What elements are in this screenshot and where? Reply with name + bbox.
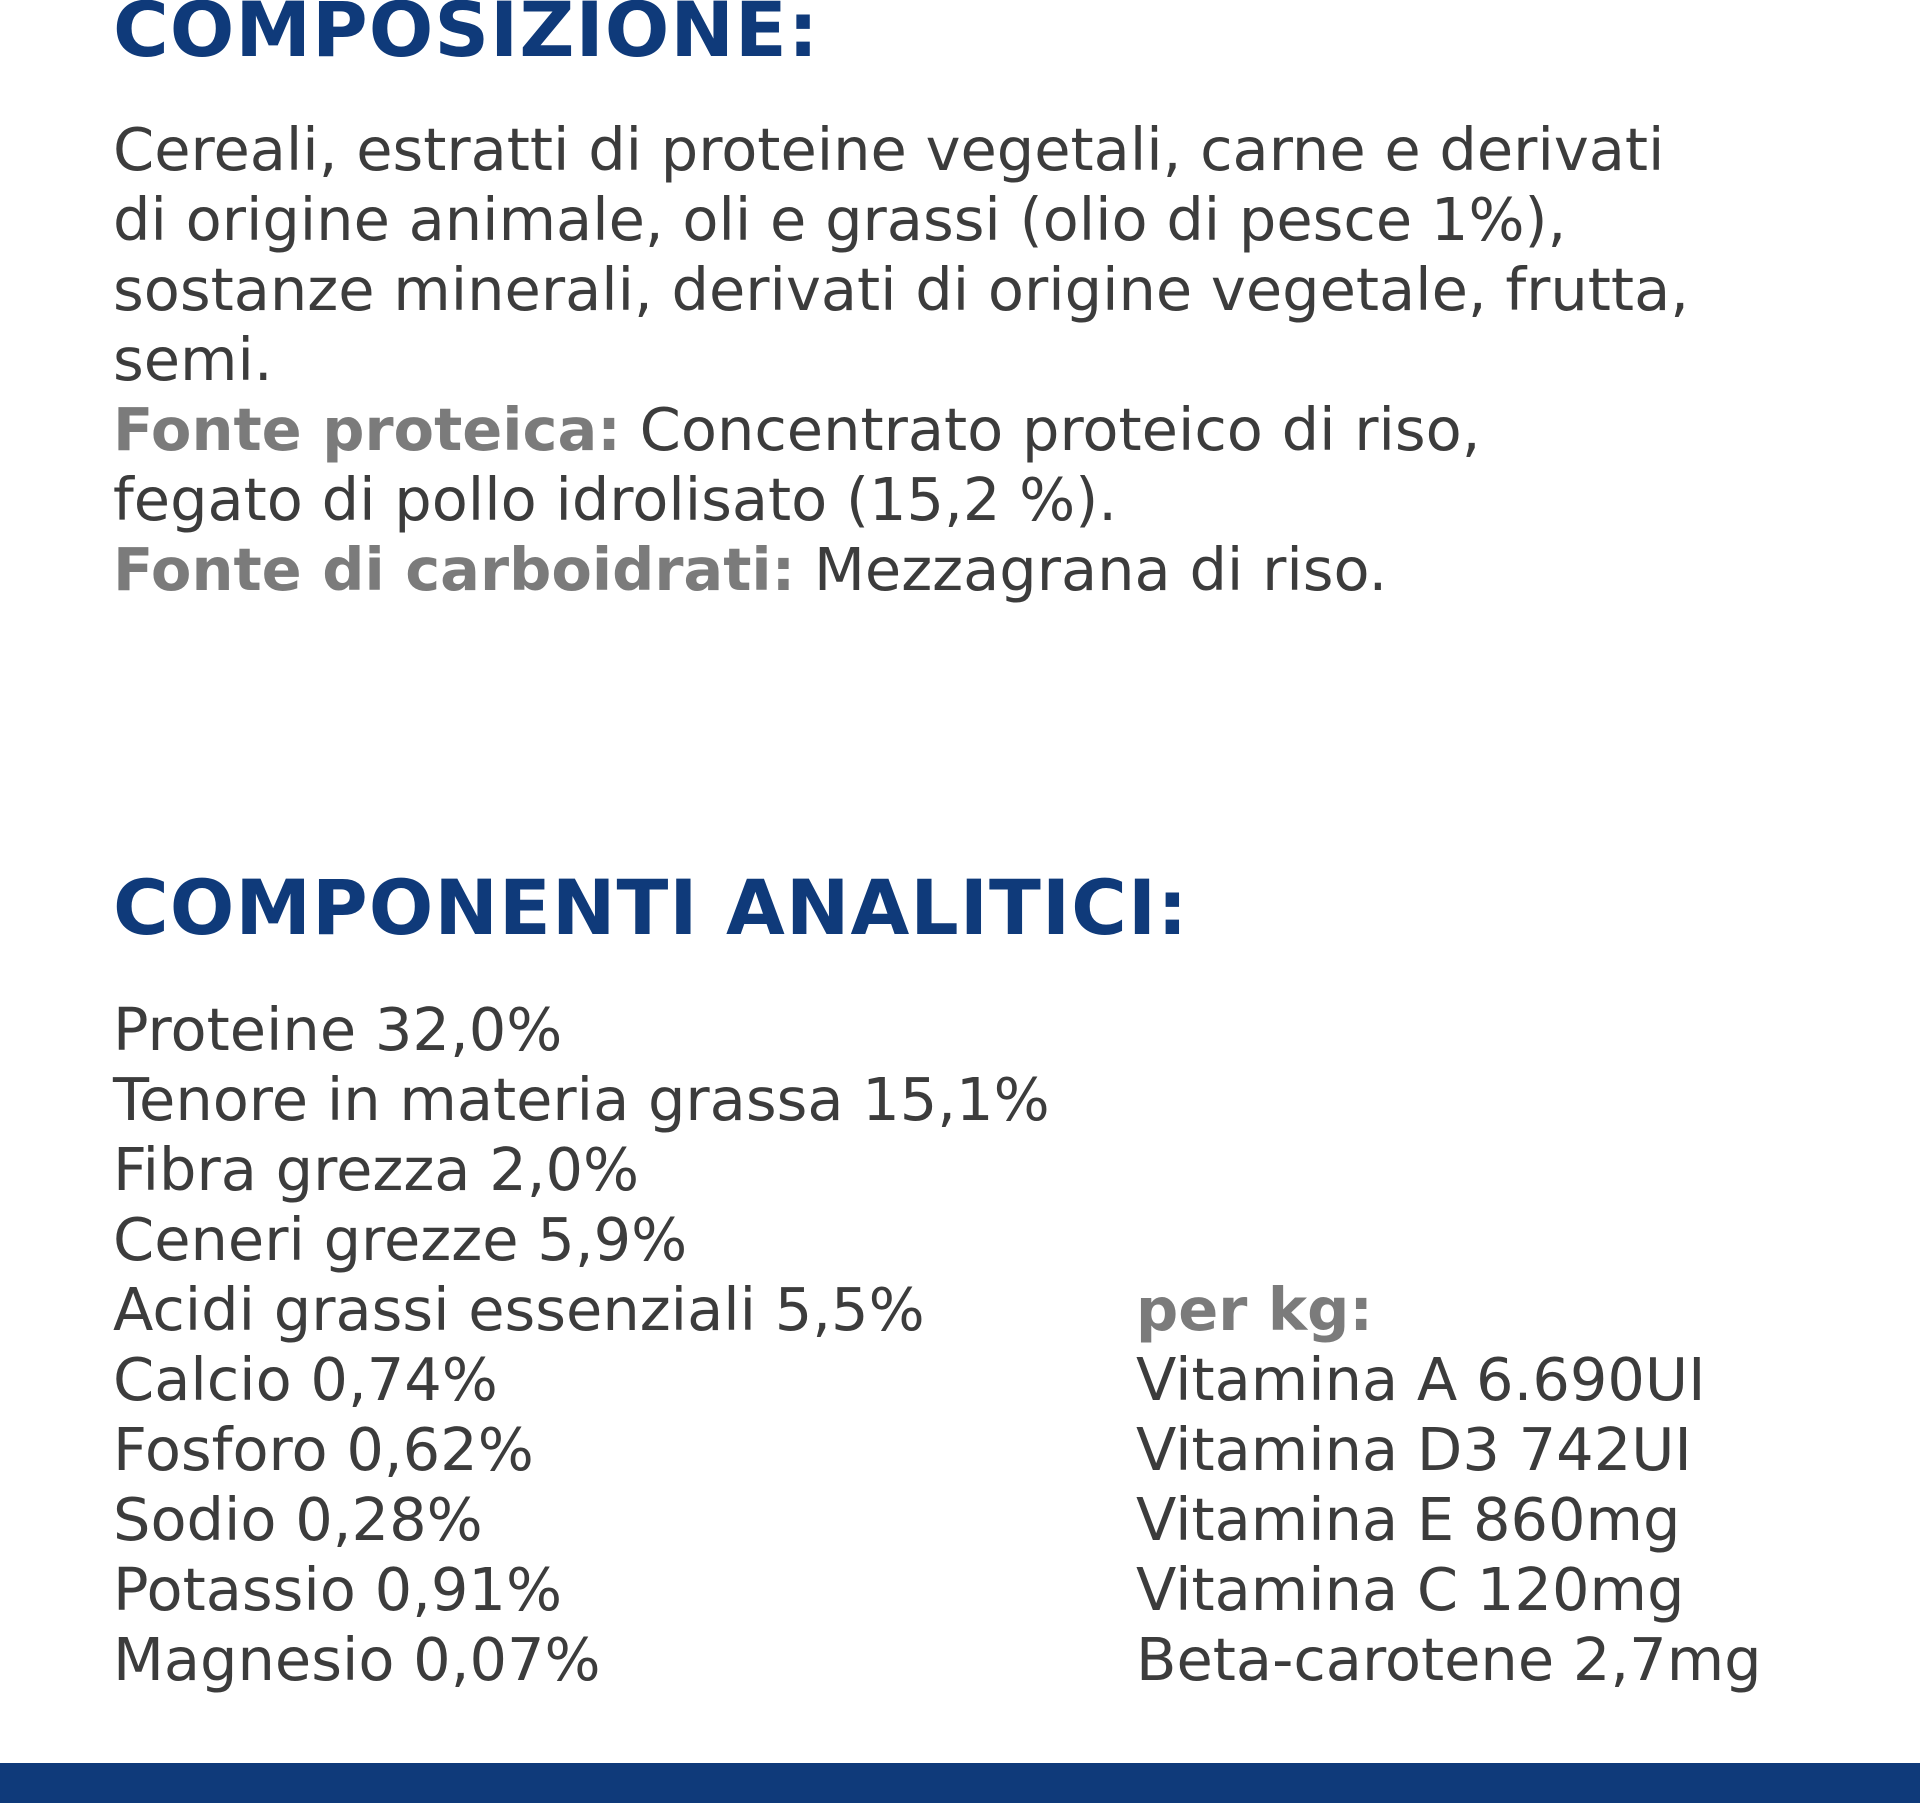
analytic-item: Fibra grezza 2,0% [113,1135,640,1204]
analytic-item: Proteine 32,0% [113,995,563,1064]
carb-source-text: Mezzagrana di riso. [795,535,1388,604]
analytic-item: Fosforo 0,62% [113,1415,534,1484]
analytic-item: Acidi grassi essenziali 5,5% [113,1275,925,1344]
per-kg-label: per kg: [1136,1275,1373,1344]
analytic-item: Calcio 0,74% [113,1345,498,1414]
analytic-item: Sodio 0,28% [113,1485,483,1554]
vitamin-item: Vitamina E 860mg [1136,1485,1681,1554]
protein-source-label: Fonte proteica: [113,395,621,464]
analytic-item: Potassio 0,91% [113,1555,563,1624]
composition-line: semi. [113,325,273,394]
vitamin-item: Beta-carotene 2,7mg [1136,1625,1762,1694]
composition-line: Cereali, estratti di proteine vegetali, carne e derivati [113,115,1665,184]
composition-text [113,115,1903,605]
protein-source-line [113,395,1903,465]
analytic-item: Magnesio 0,07% [113,1625,601,1694]
carb-source-line [113,535,1903,605]
composition-line: sostanze minerali, derivati di origine vegetale, frutta, [113,255,1689,324]
per-kg-list [1136,1275,1762,1695]
vitamin-item: Vitamina C 120mg [1136,1555,1685,1624]
vitamin-item: Vitamina D3 742UI [1136,1415,1692,1484]
analytics-heading: COMPONENTI ANALITICI: [113,863,1189,952]
vitamin-item: Vitamina A 6.690UI [1136,1345,1706,1414]
footer-bar [0,1763,1920,1803]
analytic-item: Ceneri grezze 5,9% [113,1205,688,1274]
analytic-components-list [113,995,1050,1695]
protein-source-text-line2: fegato di pollo idrolisato (15,2 %). [113,465,1117,534]
composition-line: di origine animale, oli e grassi (olio di pesce 1%), [113,185,1567,254]
composition-heading: COMPOSIZIONE: [113,0,820,74]
protein-source-text: Concentrato proteico di riso, [620,395,1481,464]
analytic-item: Tenore in materia grassa 15,1% [113,1065,1050,1134]
carb-source-label: Fonte di carboidrati: [113,535,796,604]
